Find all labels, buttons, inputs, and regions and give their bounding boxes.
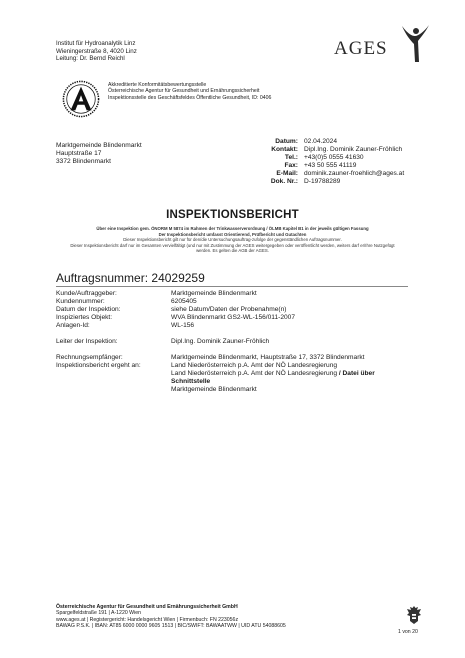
contact-fax-row [228,162,404,170]
recipient-name: Marktgemeinde Blindenmarkt [56,142,142,149]
austria-crest-icon [406,605,422,625]
page-number: 1 von 20 [398,629,418,635]
contact-date-row [228,138,404,146]
contact-docnr-row [228,178,404,186]
accreditation-block [108,82,271,101]
field-row [56,298,375,306]
distribution-line: Land Niederösterreich p.A. Amt der NÖ Landesregierung / Datei über [171,370,375,377]
field-value: Marktgemeinde Blindenmarkt [171,290,257,297]
contact-label: E-Mail: [276,170,298,177]
distribution-row [56,362,375,370]
inspector-label: Leiter der Inspektion: [56,338,118,345]
legal-note: Dieser Inspektionsbericht gilt nur für den/die Untersuchungsauftrag-zufolge der gegenständlichen Auftragsnummer. [123,237,342,243]
distribution-label: Inspektionsbericht ergeht an: [56,362,141,369]
billing-label: Rechnungsempfänger: [56,354,123,361]
document-title: INSPEKTIONSBERICHT [166,209,299,221]
footer-line: Spargelfeldstraße 191 | A-1220 Wien [56,610,141,617]
order-number [56,271,205,285]
field-value: WVA Blindenmarkt GS2-WL-156/011-2007 [171,314,295,321]
institute-head: Leitung: Dr. Bernd Reichl [56,55,125,63]
distribution-row [56,386,375,394]
footer [56,604,286,630]
ages-figure-icon [400,24,430,64]
recipient-city: 3372 Blindenmarkt [56,158,111,165]
contact-person-row [228,146,404,154]
contact-label: Dok. Nr.: [270,178,298,185]
field-label: Kundennummer: [56,298,105,305]
billing-value: Marktgemeinde Blindenmarkt, Hauptstraße 17, 3372 Blindenmarkt [171,354,365,361]
institute-name: Institut für Hydroanalytik Linz [56,40,136,47]
distribution-line: Marktgemeinde Blindenmarkt [171,386,257,393]
contact-label: Kontakt: [271,146,298,153]
institute-address: Wieningerstraße 8, 4020 Linz [56,47,137,55]
field-value: siehe Datum/Daten der Probenahme(n) [171,306,287,313]
distribution-line: Land Niederösterreich p.A. Amt der NÖ Landesregierung [171,362,338,369]
field-row [56,290,375,298]
order-value: 24029259 [151,271,205,285]
footer-line: BAWAG P.S.K. | IBAN: AT85 6000 0000 9605 1513 | BIC/SWIFT: BAWAATWW | UID ATU 54088605 [56,623,286,630]
order-divider [56,286,408,287]
accreditation-line: Akkreditierte Konformitätsbewertungsstelle [108,82,207,88]
field-row [56,314,375,322]
legal-note: werden. Es gelten die AGB der AGES. [196,248,269,254]
field-row [56,322,375,330]
field-value: WL-156 [171,322,195,329]
recipient-address [56,142,142,166]
legal-notes [30,226,435,254]
order-label: Auftragsnummer: [56,271,149,285]
distribution-file-note: / Datei über [337,370,375,377]
field-label: Inspiziertes Objekt: [56,314,113,321]
inspector-value: Dipl.Ing. Dominik Zauner-Fröhlich [171,338,270,345]
field-row [56,306,375,314]
ages-logo-text: AGES [334,38,388,59]
contact-email: dominik.zauner-froehlich@ages.at [304,170,405,177]
contact-phone: +43(0)5 0555 41630 [304,154,364,161]
recipient-street: Hauptstraße 17 [56,150,102,157]
contact-fax: +43 50 555 41119 [304,162,357,169]
field-value: 6205405 [171,298,197,305]
contact-person: Dipl.Ing. Dominik Zauner-Fröhlich [304,146,403,153]
distribution-row [56,378,375,386]
contact-block [228,138,404,186]
contact-label: Datum: [275,138,298,145]
distribution-interface: Schnittstelle [171,378,211,385]
distribution-row [56,370,375,378]
legal-note: Der Inspektionsbericht umfasst Orientierend, Prüfbericht und Gutachten [158,231,307,237]
report-fields [56,290,375,394]
footer-org: Österreichische Agentur für Gesundheit und Ernährungssicherheit GmbH [56,604,238,610]
ages-logo [334,24,439,66]
field-label: Anlagen-Id: [56,322,90,329]
contact-phone-row [228,154,404,162]
accreditation-line: Österreichische Agentur für Gesundheit und Ernährungssicherheit [108,88,260,95]
contact-docnr: D-19788289 [304,178,341,185]
legal-note: Dieser Inspektionsbericht darf nur im Gesamten vervielfältigt (und nur mit Zustimmung der AGES weitergegeben oder veröffentlicht werden, weiters darf er/Ihre Nutzgefügt [70,242,395,248]
institute-block [56,40,137,63]
contact-label: Tel.: [284,154,298,161]
accreditation-line: Inspektionsstelle des Geschäftsfeldes Öffentliche Gesundheit, ID: 0406 [108,94,272,101]
footer-line: www.ages.at | Registergericht: Handelsgericht Wien | Firmenbuch: FN 223056z [56,616,239,623]
contact-label: Fax: [284,162,298,169]
contact-email-row [228,170,404,178]
accreditation-a-icon [62,80,100,118]
inspector-row [56,338,375,346]
legal-note: Über eine Inspektion gem. ÖNORM M 5874 im Rahmen der Trinkwasserverordnung / ÖLMB Kapitel B1 in der jeweils gültigen Fassung [96,226,369,231]
field-label: Datum der Inspektion: [56,306,121,313]
field-label: Kunde/Auftraggeber: [56,290,117,297]
billing-row [56,354,375,362]
contact-date: 02.04.2024 [304,138,338,145]
